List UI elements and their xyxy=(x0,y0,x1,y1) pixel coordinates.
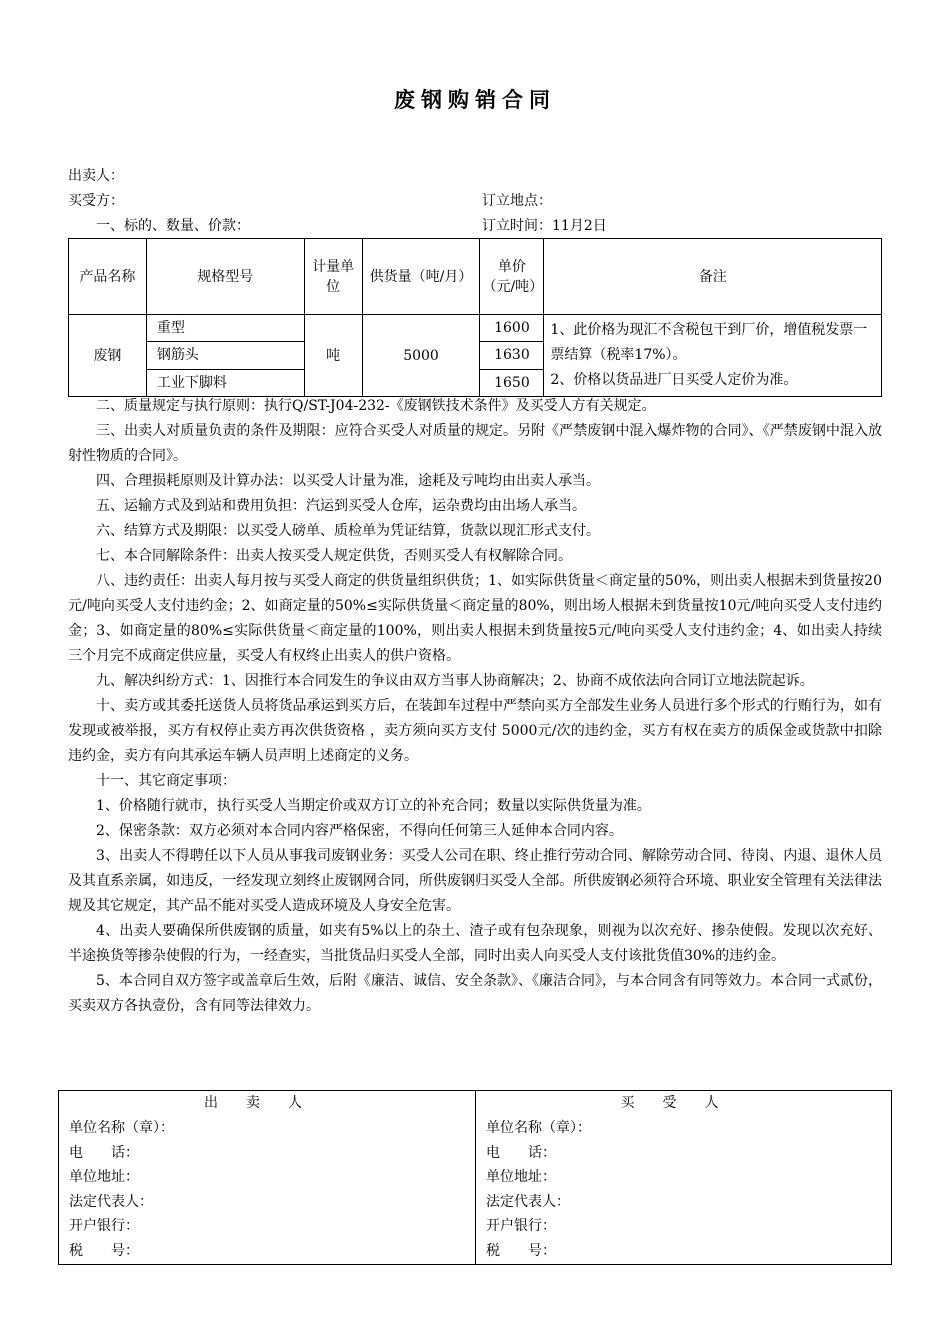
price-cell: 1600 xyxy=(480,315,544,342)
seller-company-field: 单位名称（章）： xyxy=(69,1120,174,1136)
buyer-address-field: 单位地址： xyxy=(486,1169,556,1185)
supply-cell: 5000 xyxy=(362,315,480,397)
seller-address-field: 单位地址： xyxy=(69,1169,139,1185)
seller-line: 出卖人： xyxy=(68,168,124,184)
price-cell: 1630 xyxy=(480,342,544,369)
header-product: 产品名称 xyxy=(69,239,147,315)
header-note: 备注 xyxy=(544,239,882,315)
header-price: 单价（元/吨） xyxy=(480,239,544,315)
spec-cell: 重型 xyxy=(146,315,304,342)
buyer-bank-field: 开户银行： xyxy=(486,1218,556,1234)
header-spec: 规格型号 xyxy=(146,239,304,315)
buyer-heading: 买受人 xyxy=(620,1095,747,1111)
clause-7: 七、本合同解除条件：出卖人按买受人规定供货，否则买受人有权解除合同。 xyxy=(96,548,572,564)
clause-10: 十、卖方或其委托送货人员将货品承运到买方后，在装卸车过程中严禁向买方全部发生业务人员进行多个形式的行贿行为，如有发现或被举报，买方有权停止卖方再次供货资格 ，卖方须向买方支付 5000元/次的违约金，买方有权在卖方的质保金或货款中扣除违约金，卖方有向其承运车辆人员声明上述商定的义务。 xyxy=(68,698,882,764)
clause-4: 四、合理损耗原则及计算办法：以买受人计量为准，途耗及亏吨均由出卖人承当。 xyxy=(96,473,600,489)
header-unit: 计量单位 xyxy=(304,239,362,315)
spec-cell: 钢筋头 xyxy=(146,342,304,369)
clause-5: 五、运输方式及到站和费用负担：汽运到买受人仓库，运杂费均由出场人承当。 xyxy=(96,498,586,514)
sub-clause-4: 4、出卖人要确保所供废钢的质量，如夹有5%以上的杂土、渣子或有包杂现象，则视为以次充好、掺杂使假。发现以次充好、半途换货等掺杂使假的行为，一经查实，当批货品归买受人全部，同时出卖人向买受人支付该批货值30%的违约金。 xyxy=(68,923,882,964)
clause-2: 二、质量规定与执行原则：执行Q/ST-J04-232-《废钢铁技术条件》及买受人方有关规定。 xyxy=(96,398,656,414)
sub-clause-5: 5、本合同自双方签字或盖章后生效，后附《廉洁、诚信、安全条款》、《廉洁合同》，与本合同含有同等效力。本合同一式贰份，买卖双方各执壹份，含有同等法律效力。 xyxy=(68,973,882,1014)
date-line: 订立时间：11月2日 xyxy=(482,218,607,234)
note-2: 2、价格以货品进厂日买受人定价为准。 xyxy=(550,372,798,388)
sub-clause-1: 1、价格随行就市，执行买受人当期定价或双方订立的补充合同；数量以实际供货量为准。 xyxy=(96,798,651,814)
note-1: 1、此价格为现汇不含税包干到厂价，增值税发票一票结算（税率17%）。 xyxy=(550,322,868,363)
seller-signature xyxy=(59,1091,476,1264)
contract-body xyxy=(68,394,882,1019)
sub-clause-3: 3、出卖人不得聘任以下人员从事我司废钢业务：买受人公司在职、终止推行劳动合同、解除劳动合同、待岗、内退、退休人员及其直系亲属，如违反，一经发现立刻终止废钢网合同，所供废钢归买受人全部。所供废钢必须符合环境、职业安全管理有关法律法规及其它规定，其产品不能对买受人造成环境及人身安全危害。 xyxy=(68,848,882,914)
clause-3: 三、出卖人对质量负责的条件及期限：应符合买受人对质量的规定。另附《严禁废钢中混入爆炸物的合同》、《严禁废钢中混入放射性物质的合同》。 xyxy=(68,423,882,464)
sub-clause-2: 2、保密条款：双方必须对本合同内容严格保密，不得向任何第三人延伸本合同内容。 xyxy=(96,823,623,839)
buyer-representative-field: 法定代表人： xyxy=(486,1193,570,1210)
unit-cell: 吨 xyxy=(304,315,362,397)
page-title: 废钢购销合同 xyxy=(394,88,556,112)
header-supply: 供货量（吨/月） xyxy=(362,239,480,315)
buyer-tax-field: 税 号： xyxy=(486,1242,556,1259)
signature-block xyxy=(58,1090,892,1265)
buyer-signature xyxy=(476,1091,891,1264)
section-1-heading: 一、标的、数量、价款： xyxy=(96,218,250,234)
seller-tax-field: 税 号： xyxy=(69,1242,139,1259)
place-line: 订立地点： xyxy=(482,193,552,209)
clause-8: 八、违约责任：出卖人每月按与买受人商定的供货量组织供货；1、如实际供货量＜商定量的50%，则出卖人根据未到货量按20元/吨向买受人支付违约金；2、如商定量的50%≤实际供货量＜商定量的80%，则出场人根据未到货量按10元/吨向买受人支付违约金；3、如商定量的80%≤实际供货量＜商定量的100%，则出卖人根据未到货量按5元/吨向买受人支付违约金；4、如出卖人持续三个月完不成商定供应量，买受人有权终止出卖人的供户资格。 xyxy=(68,573,882,664)
price-cell: 1650 xyxy=(480,369,544,396)
buyer-company-field: 单位名称（章）： xyxy=(486,1120,591,1136)
clause-6: 六、结算方式及期限：以买受人磅单、质检单为凭证结算，货款以现汇形式支付。 xyxy=(96,523,600,539)
clause-9: 九、解决纠纷方式：1、因推行本合同发生的争议由双方当事人协商解决；2、协商不成依法向合同订立地法院起诉。 xyxy=(96,673,814,689)
seller-heading: 出卖人 xyxy=(204,1095,330,1111)
table-header-row xyxy=(69,239,882,315)
buyer-phone-field: 电 话： xyxy=(486,1144,556,1161)
seller-representative-field: 法定代表人： xyxy=(69,1193,153,1210)
seller-bank-field: 开户银行： xyxy=(69,1218,139,1234)
product-table xyxy=(68,238,882,397)
spec-cell: 工业下脚料 xyxy=(146,369,304,396)
table-row xyxy=(69,315,882,342)
clause-11: 十一、其它商定事项： xyxy=(96,773,236,789)
product-cell: 废钢 xyxy=(69,315,147,397)
buyer-line: 买受方： xyxy=(68,193,124,209)
seller-phone-field: 电 话： xyxy=(69,1144,139,1161)
note-cell xyxy=(544,315,882,397)
